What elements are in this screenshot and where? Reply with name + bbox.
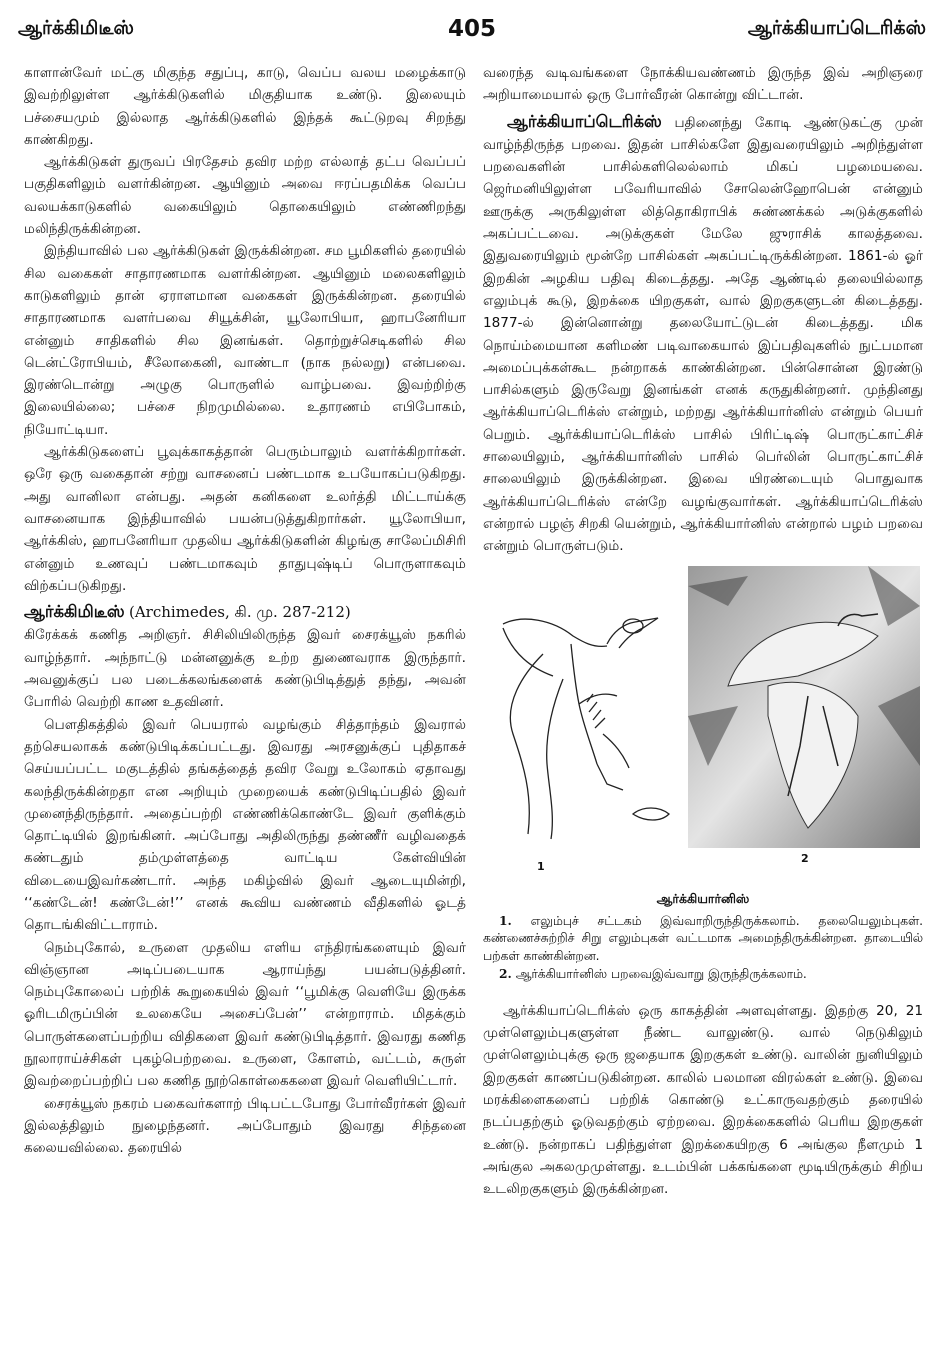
skeleton-illustration [483,584,683,846]
archaeopteryx-paragraph: ஆர்க்கியாப்டெரிக்ஸ் ஒரு காகத்தின் அளவுள்ளது. இதற்கு 20, 21 முள்ளெலும்புகளுள்ள நீண்ட வாலுண்டு. வால் நெடுகிலும் முள்ளெலும்புக்கு ஒரு ஜதையாக இறகுகள் உண்டு. வாலின் நுனியிலும் இறகுகள் காணப்படுகின்றன. காலில் பலமான விரல்கள் உண்டு. இவை மரக்கிளைகளைப் பற்றிக் கொண்டு உட்காருவதற்கும் தரையில் நடப்பதற்கும் ஓடுவதற்கும் ஏற்றவை. இறக்கைகளில் பெரிய இறகுகள் உண்டு. நன்றாகப் பதிந்துள்ள இறக்கையிறகு 6 அங்குல நீளமும் 1 அங்குல அகலமுமுள்ளது. உடம்பின் பக்கங்களை மூடியிருக்கும் சிறிய உடலிறகுகளும் இருக்கின்றன. [483,1002,923,1198]
caption-item [483,912,923,966]
orchid-paragraph: ஆர்க்கிடுகள் துருவப் பிரதேசம் தவிர மற்ற எல்லாத் தட்ப வெப்பப் பகுதிகளிலும் வளர்கின்றன. ஆயினும் அவை ஈரப்பதமிக்க வெப்ப வலயக்காடுகளில் வகையிலும் தொகையிலும் எண்ணிறந்து மலிந்திருக்கின்றன. [24,154,466,238]
figure-label-1: 1 [537,859,545,873]
orchid-paragraph: ஆர்க்கிடுகளைப் பூவுக்காகத்தான் பெரும்பாலும் வளர்க்கிறார்கள். ஒரே ஒரு வகைதான் சற்று வாசனைப் பண்டமாக உபயோகப்படுகிறது. அது வானிலா என்பது. அதன் கனிகளை உலர்த்தி மிட்டாய்க்கு வாசனையாக இந்தியாவில் பயன்படுத்துகிறார்கள். யூலோபியா, ஆர்க்கிஸ், ஹாபனேரியா முதலிய ஆர்க்கிடுகளின் கிழங்கு சாலேப்மிசிரி என்னும் உணவுப் பண்டமாகவும் தாதுபுஷ்டிப் பொருளாகவும் விற்கப்படுகிறது. [24,444,466,594]
caption-item-number: 2. [499,966,512,982]
page-number: 405 [447,16,497,42]
figure-label-2: 2 [801,851,809,865]
archimedes-title: ஆர்க்கிமிடீஸ் [24,602,125,622]
archaeornis-figure [483,566,923,886]
header-left-title: ஆர்க்கிமிடீஸ் [18,16,134,39]
figure-caption-title: ஆர்க்கியார்னிஸ் [656,890,750,906]
orchid-paragraph: காளான்வேர் மட்கு மிகுந்த சதுப்பு, காடு, வெப்ப வலய மழைக்காடு இவற்றிலுள்ள ஆர்க்கிடுகளில் மிகுதியாக உண்டு. இலையும் பச்சையமும் இல்லாத ஆர்க்கிடுகளில் இந்தக் கூட்டுறவு சிறந்து காண்கிறது. [24,65,466,148]
left-column [24,62,466,1357]
archimedes-paragraph: சைரக்யூஸ் நகரம் பகைவர்களாற் பிடிபட்டபோது போர்வீரர்கள் இவர் இல்லத்திலும் நுழைந்தனர். அப்போதும் இவரது சிந்தனை கலையவில்லை. தரையில் [24,1095,466,1157]
archaeopteryx-intro: பதினைந்து கோடி ஆண்டுகட்கு முன் வாழ்ந்திருந்த பறவை. இதன் பாசில்களே இதுவரையிலும் அறிந்துள்ள பறவைகளின் பாசில்களிலெல்லாம் மிகப் பழமையவை. ஜெர்மனியிலுள்ள பவேரியாவில் சோலென்ஹோபென் என்னும் ஊருக்கு அருகிலுள்ள லித்தொகிராபிக் சுண்ணக்கல் அடுக்குகளில் அகப்பட்டவை. அடுக்குகள் மேலே ஜுராசிக் காலத்தவை. இதுவரையிலும் மூன்றே பாசில்கள் அகப்பட்டிருக்கின்றன. 1861-ல் ஓர் இறகின் அழகிய பதிவு கிடைத்தது. அதே ஆண்டில் தலையில்லாத எலும்புக் கூடு, இறக்கை யிறகுகள், வால் இறகுகளுடன் கிடைத்தது. 1877-ல் இன்னொன்று தலையோட்டுடன் கிடைத்தது. மிக நொய்ம்மையான களிமண் படிவாகையால் இப்பதிவுகளில் நுட்பமான அமைப்புக்கள்கூட நன்றாகக் காண்கின்றன. பின்சொன்ன இரண்டு பாசில்களும் இருவேறு இனங்கள் எனக் கருதுகின்றனர். முந்தினது ஆர்க்கியாப்டெரிக்ஸ் என்றும், மற்றது ஆர்க்கியார்னிஸ் என்றும் பெயர் பெறும். ஆர்க்கியாப்டெரிக்ஸ் பாசில் பிரிட்டிஷ் பொருட்காட்சிச் சாலையிலும், ஆர்க்கியார்னிஸ் பாசில் பெர்லின் பொருட்காட்சிச் சாலையிலும் இருக்கின்றன. இவை யிரண்டையும் பொதுவாக ஆர்க்கியாப்டெரிக்ஸ் என்றே வழங்குவார்கள். ஆர்க்கியாப்டெரிக்ஸ் என்றால் பழஞ் சிறகி யென்றும், ஆர்க்கியார்னிஸ் என்றால் பழம் பறவை என்றும் பொருள்படும். [483,114,923,555]
header-right-title: ஆர்க்கியாப்டெரிக்ஸ் [747,16,926,39]
page-header [18,12,926,46]
caption-item-text: ஆர்க்கியார்னிஸ் பறவைஇவ்வாறு இருந்திருக்கலாம். [515,967,807,982]
archimedes-paragraph: பௌதிகத்தில் இவர் பெயரால் வழங்கும் சித்தாந்தம் இவரால் தற்செயலாகக் கண்டுபிடிக்கப்பட்டது. இவரது அரசனுக்குப் புதிதாகச் செய்யப்பட்ட மகுடத்தில் தங்கத்தைத் தவிர வேறு உலோகம் ஏதாவது கலந்திருக்கின்றதா என அறியும் முறையைக் கண்டுபிடிப்பதில் இவர் முனைந்திருந்தார். அதைப்பற்றி எண்ணிக்கொண்டே இவர் குளிக்கும் தொட்டியில் இறங்கினர். அப்போது அதிலிருந்து தண்ணீர் வழிவதைக் கண்டதும் தம்முள்ளத்தை வாட்டிய கேள்வியின் விடையைஇவர்கண்டார். அந்த மகிழ்வில் இவர் ஆடையுமின்றி, ‘‘கண்டேன்! கண்டேன்!’’ எனக் கூவிய வண்ணம் வீதிகளில் ஓடத் தொடங்கிவிட்டாராம். [24,716,466,934]
orchid-paragraph: இந்தியாவில் பல ஆர்க்கிடுகள் இருக்கின்றன. சம பூமிகளில் தரையில் சில வகைகள் சாதாரணமாக வளர்கின்றன. ஆயினும் மலைகளிலும் காடுகளிலும் தான் ஏராளமான வகைகள் இருக்கின்றன. தரையில் சாதாரணமாக வளர்பவை சியூக்சின், யூலோபியா, ஹாபனேரியா என்னும் சாதிகளில் சில இனங்கள். தொற்றுச்செடிகளில் சில டென்ட்ரோபியம், சீலோகைனி, வாண்டா (நாக நல்லறு) என்பவை. இரண்டொன்று அழுகு பொருளில் வாழ்பவை. இவற்றிற்கு இலையில்லை; பச்சை நிறமுமில்லை. உதாரணம் எபிபோகம், நியோட்டியா. [24,243,466,438]
right-column [483,62,923,1357]
archimedes-subtitle: (Archimedes, கி. மு. 287-212) [129,603,351,622]
bird-illustration [688,566,920,848]
caption-item-text: எலும்புச் சட்டகம் இவ்வாறிருந்திருக்கலாம். தலையெலும்புகள். கண்ணைச்சுற்றிச் சிறு எலும்புகள் வட்டமாக அமைந்திருக்கின்றன. தாடையில் பற்கள் காண்கின்றன. [483,913,923,963]
archimedes-paragraph: நெம்புகோல், உருளை முதலிய எளிய எந்திரங்களையும் இவர் விஞ்ஞான அடிப்படையாக ஆராய்ந்து பயன்படுத்தினர். நெம்புகோலைப் பற்றிக் கூறுகையில் இவர் ‘‘பூமிக்கு வெளியே இருக்க ஓரிடமிருப்பின் உலகையே அசைப்பேன்’’ என்றாராம். மிதக்கும் பொருள்களைப்பற்றிய விதிகளை இவர் கண்டுபிடித்தார். இவரது கணித நூலாராய்ச்சிகள் புகழ்பெற்றவை. உருளை, கோளம், வட்டம், சுருள் இவற்றைப்பற்றிப் பல கணித நூற்கொள்கைகளை இவர் வெளியிட்டார். [24,939,466,1090]
archaeopteryx-entry [483,111,923,558]
archimedes-intro: கிரேக்கக் கணித அறிஞர். சிசிலியிலிருந்த இவர் சைரக்யூஸ் நகரில் வாழ்ந்தார். அந்நாட்டு மன்னனுக்கு உற்ற துணைவராக இருந்தார். அவனுக்குப் பல படைக்கலங்களைக் கண்டுபிடித்துத் தந்து, அவன் போரில் வெற்றி காண உதவினர். [24,627,466,711]
caption-item-number: 1. [499,912,512,928]
archimedes-continued: வரைந்த வடிவங்களை நோக்கியவண்ணம் இருந்த இவ் அறிஞரை அறியாமையால் ஒரு போர்வீரன் கொன்று விட்டான். [483,65,923,104]
caption-item [483,965,923,984]
archaeopteryx-title: ஆர்க்கியாப்டெரிக்ஸ் [507,111,662,131]
archimedes-entry [24,601,466,713]
